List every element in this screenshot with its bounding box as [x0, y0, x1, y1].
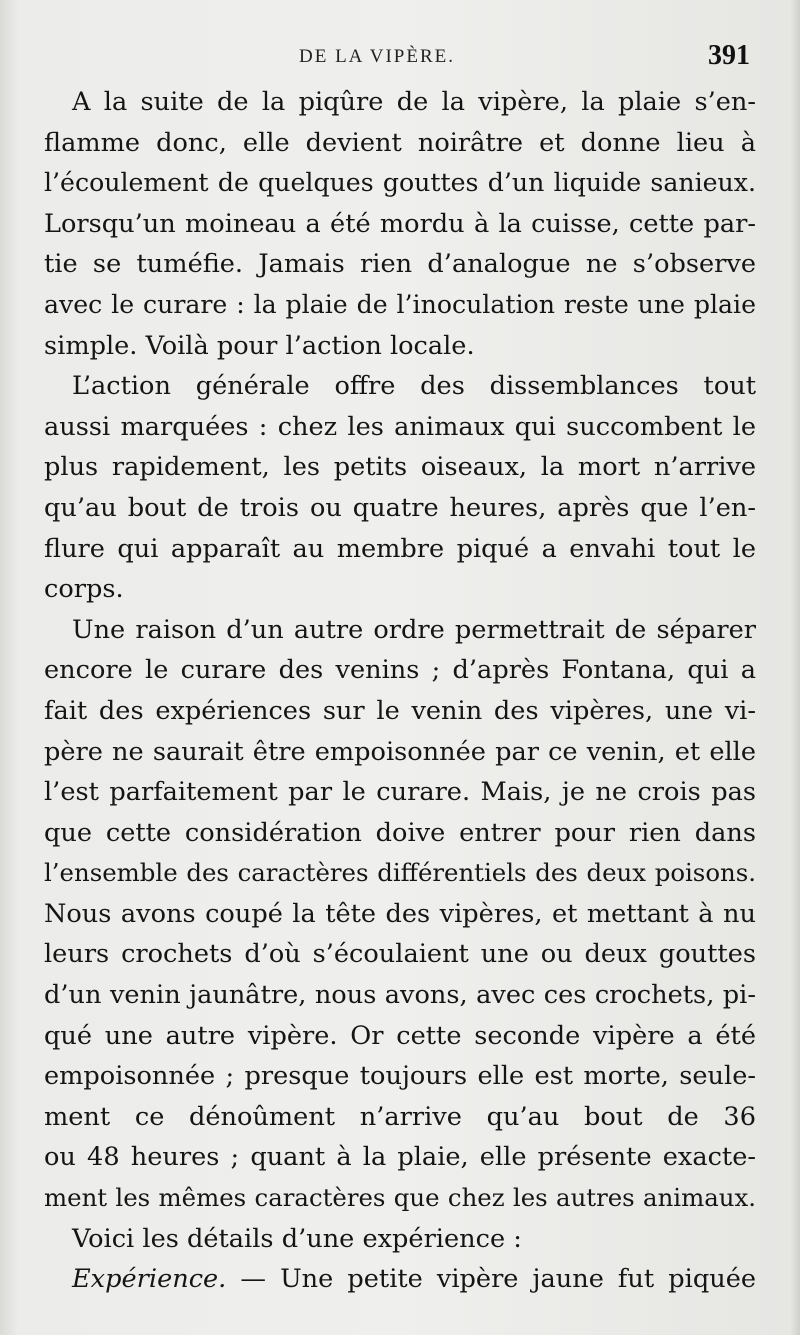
experiment-line [44, 1259, 756, 1300]
text-line: A la suite de la piqûre de la vipère, la plaie s’en- [72, 87, 756, 117]
text-line: Voici les détails d’une expérience : [72, 1223, 522, 1254]
text-line: Une raison d’un autre ordre permettrait de séparer [72, 614, 756, 645]
running-head: DE LA VIPÈRE. [299, 46, 456, 67]
text-line: qué une autre vipère. Or cette seconde vipère a été [44, 1020, 756, 1051]
text-line: l’écoulement de quelques gouttes d’un liquide sanieux. [44, 168, 756, 198]
body-text [44, 82, 756, 1300]
text-line: que cette considération doive entrer pour rien dans [44, 817, 756, 848]
text-line: leurs crochets d’où s’écoulaient une ou deux gouttes [44, 939, 756, 970]
text-line: plus rapidement, les petits oiseaux, la mort n’arrive [44, 452, 756, 483]
experiment-dash: — [240, 1264, 266, 1295]
text-line: empoisonnée ; presque toujours elle est morte, seule- [44, 1061, 756, 1092]
text-line: flure qui apparaît au membre piqué a envahi tout le [44, 533, 756, 564]
text-line: flamme donc, elle devient noirâtre et donne lieu à [44, 127, 756, 158]
text-line: ment ce dénoûment n’arrive qu’au bout de 36 [44, 1101, 756, 1132]
experiment-label: Expérience. [72, 1264, 227, 1295]
text-line: tie se tuméfie. Jamais rien d’analogue ne s’observe [44, 249, 756, 280]
text-line: encore le curare des venins ; d’après Fontana, qui a [44, 655, 756, 686]
text-line: ou 48 heures ; quant à la plaie, elle présente exacte- [44, 1142, 756, 1173]
text-line: simple. Voilà pour l’action locale. [44, 330, 475, 361]
text-line: Nous avons coupé la tête des vipères, et mettant à nu [44, 898, 756, 929]
text-line: l’est parfaitement par le curare. Mais, je ne crois pas [44, 777, 756, 808]
text-line: ment les mêmes caractères que chez les autres animaux. [44, 1183, 756, 1213]
page-header [44, 38, 756, 78]
text-line: d’un venin jaunâtre, nous avons, avec ces crochets, pi- [44, 980, 756, 1011]
experiment-text: Une petite vipère jaune fut piquée [280, 1264, 756, 1295]
text-line: corps. [44, 574, 124, 605]
text-line: qu’au bout de trois ou quatre heures, après que l’en- [44, 492, 756, 523]
text-line: avec le curare : la plaie de l’inoculation reste une plaie [44, 289, 756, 319]
text-line: père ne saurait être empoisonnée par ce venin, et elle [44, 736, 756, 767]
text-line: L’action générale offre des dissemblances tout [72, 371, 756, 402]
text-line: l’ensemble des caractères différentiels des deux poisons. [44, 858, 756, 888]
text-line: aussi marquées : chez les animaux qui succombent le [44, 411, 756, 442]
text-line: Lorsqu’un moineau a été mordu à la cuisse, cette par- [44, 208, 756, 239]
page-number: 391 [708, 40, 750, 71]
text-line: fait des expériences sur le venin des vipères, une vi- [44, 695, 756, 726]
